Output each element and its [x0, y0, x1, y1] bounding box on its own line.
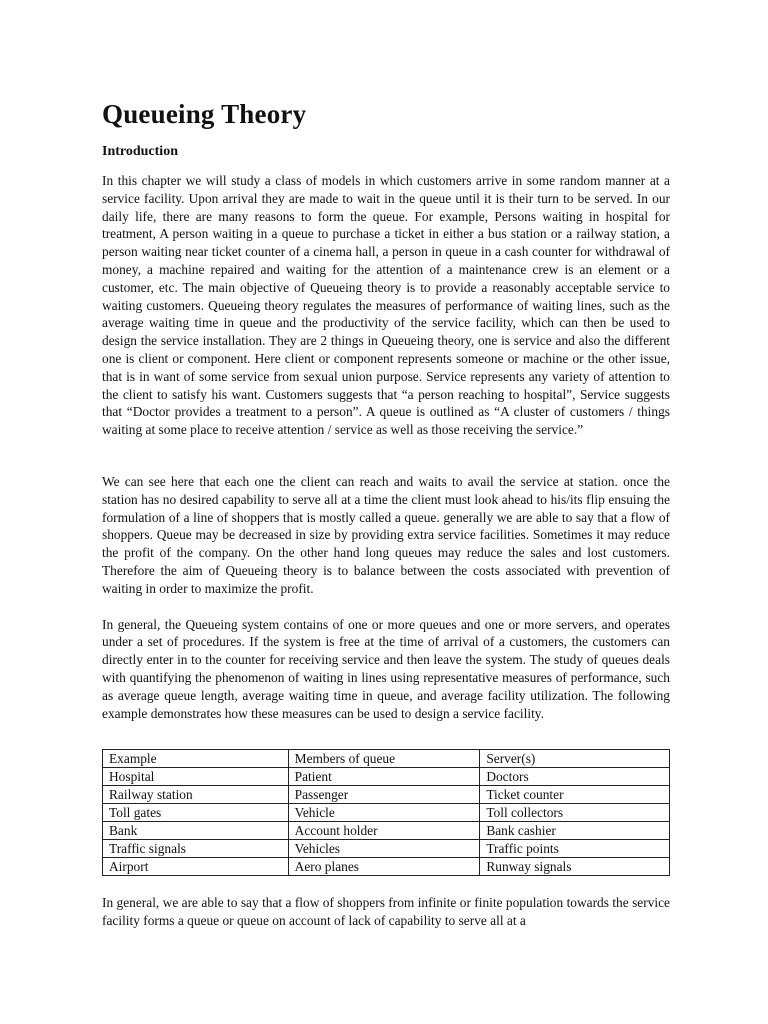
table-cell: Traffic points [480, 840, 670, 858]
table-cell: Bank cashier [480, 822, 670, 840]
intro-paragraph-2: We can see here that each one the client can reach and waits to avail the service at station. once the station has no desired capability to serve all at a time the client must look ahead to his/its flip ensuing the formulation of a line of shoppers that is mostly called a queue. generally we are able to say that a flow of shoppers. Queue may be decreased in size by providing extra service facilities. Sometimes it may reduce the profit of the company. On the other hand long queues may reduce the sales and lost customers. Therefore the aim of Queueing theory is to balance between the costs associated with prevention of waiting in order to maximize the profit. [102, 473, 670, 596]
header-cell: Members of queue [288, 750, 480, 768]
intro-paragraph-1: In this chapter we will study a class of models in which customers arrive in some random manner at a service facility. Upon arrival they are made to wait in the queue until it is their turn to be served. In our daily life, there are many reasons to form the queue. For example, Persons waiting in hospital for treatment, A person waiting in a queue to purchase a ticket in either a bus station or a railway station, a person waiting near ticket counter of a cinema hall, a person in queue in a cash counter for withdrawal of money, a machine repaired and waiting for the attention of a maintenance crew is an element or a customer, etc. The main objective of Queueing theory is to provide a reasonably acceptable service to waiting customers. Queueing theory regulates the measures of performance of waiting lines, such as the average waiting time in queue and the productivity of the service facility, which can then be used to design the service installation. They are 2 things in Queueing theory, one is service and also the different one is client or component. Here client or component represents someone or machine or the other issue, that is in want of some service from sexual union purpose. Service represents any variety of attention to the client to satisfy his want. Customers suggests that “a person reaching to hospital”, Service suggests that “Doctor provides a treatment to a person”. A queue is outlined as “A cluster of customers / things waiting at some place to receive attention / service as well as those receiving the service.” [102, 173, 670, 438]
section-heading: Introduction [102, 144, 178, 159]
table-row [103, 786, 670, 804]
table-cell: Account holder [288, 822, 480, 840]
intro-paragraph-3: In general, the Queueing system contains of one or more queues and one or more servers, and operates under a set of procedures. If the system is free at the time of arrival of a customers, the customers can directly enter in to the counter for receiving service and then leave the system. The study of queues deals with quantifying the phenomenon of waiting in lines using representative measures of performance, such as average queue length, average waiting time in queue, and average facility utilization. The following example demonstrates how these measures can be used to design a service facility. [102, 616, 670, 721]
table-cell: Airport [103, 858, 289, 876]
table-cell: Ticket counter [480, 786, 670, 804]
table-row [103, 822, 670, 840]
table-cell: Vehicle [288, 804, 480, 822]
table-cell: Aero planes [288, 858, 480, 876]
header-cell: Example [103, 750, 289, 768]
header-cell: Server(s) [480, 750, 670, 768]
table-row [103, 840, 670, 858]
table-cell: Toll gates [103, 804, 289, 822]
examples-table-wrapper [102, 749, 670, 876]
table-cell: Doctors [480, 768, 670, 786]
document-page [102, 96, 670, 930]
table-cell: Railway station [103, 786, 289, 804]
table-header-row [103, 750, 670, 768]
table-row [103, 858, 670, 876]
table-cell: Toll collectors [480, 804, 670, 822]
queue-examples-table [102, 749, 670, 876]
table-row [103, 768, 670, 786]
table-cell: Passenger [288, 786, 480, 804]
table-cell: Patient [288, 768, 480, 786]
table-cell: Vehicles [288, 840, 480, 858]
closing-paragraph: In general, we are able to say that a flow of shoppers from infinite or finite population towards the service facility forms a queue or queue on account of lack of capability to serve all at a [102, 895, 670, 929]
table-row [103, 804, 670, 822]
table-cell: Traffic signals [103, 840, 289, 858]
table-cell: Runway signals [480, 858, 670, 876]
table-cell: Bank [103, 822, 289, 840]
page-title: Queueing Theory [102, 99, 307, 129]
table-cell: Hospital [103, 768, 289, 786]
